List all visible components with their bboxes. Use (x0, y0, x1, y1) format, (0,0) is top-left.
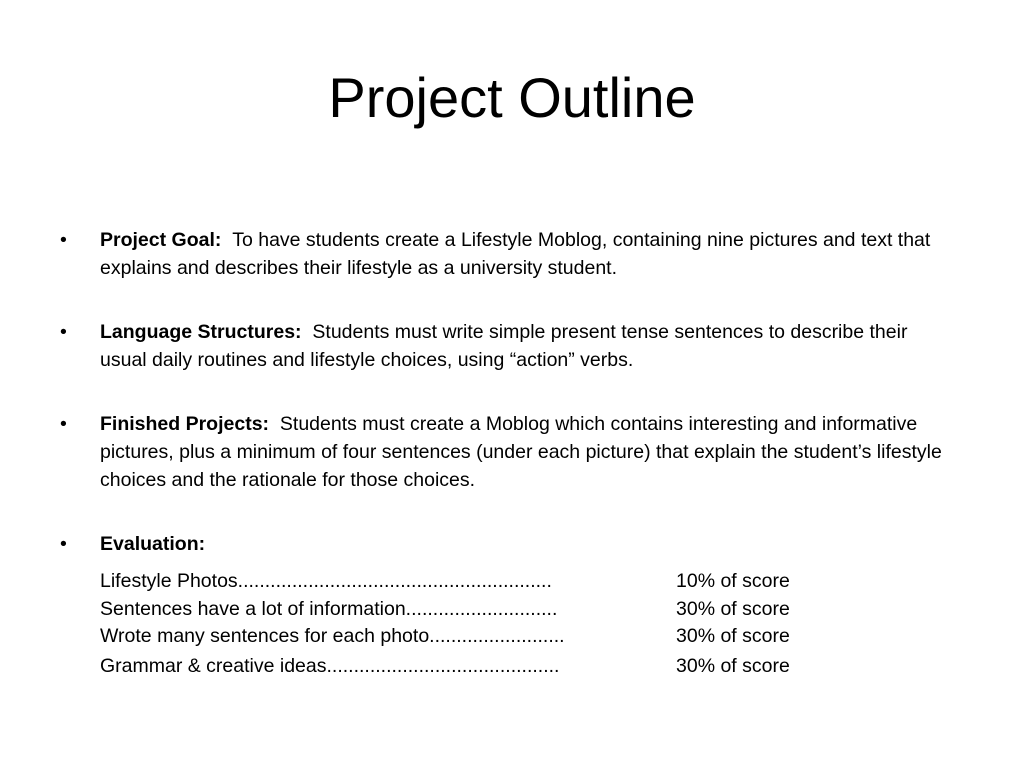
bullet-list (0, 226, 1024, 680)
bullet-evaluation (0, 530, 1024, 680)
evaluation-score: 30% of score (676, 654, 790, 677)
bullet-label: Finished Projects: (100, 413, 270, 435)
bullet-label: Language Structures: (100, 321, 302, 343)
evaluation-item: Lifestyle Photos.......................................................... (100, 570, 552, 592)
bullet-label: Evaluation: (100, 533, 206, 555)
evaluation-item: Grammar & creative ideas........................................... (100, 654, 560, 677)
evaluation-table (100, 568, 790, 680)
evaluation-row (100, 651, 790, 681)
evaluation-score: 10% of score (676, 570, 790, 592)
bullet-text: To have students create a Lifestyle Moblog, containing nine pictures and text that explains and describes their lifestyle as a university student. (100, 229, 931, 279)
bullet-icon: • (60, 533, 67, 555)
evaluation-row (100, 623, 790, 651)
bullet-icon: • (60, 321, 67, 343)
bullet-icon: • (60, 413, 67, 435)
evaluation-item: Sentences have a lot of information............................ (100, 597, 558, 620)
bullet-finished-projects (0, 410, 1024, 494)
bullet-language-structures (0, 318, 1024, 374)
bullet-label: Project Goal: (100, 229, 222, 251)
evaluation-row (100, 596, 790, 624)
evaluation-row (100, 568, 790, 596)
bullet-text: Students must create a Moblog which contains interesting and informative pictures, plus a minimum of four sentences (under each picture) that explain the student’s lifestyle choices and the rationale for those choices. (100, 413, 942, 491)
evaluation-item: Wrote many sentences for each photo......................... (100, 625, 565, 647)
bullet-text: Students must write simple present tense sentences to describe their usual daily routines and lifestyle choices, using “action” verbs. (100, 321, 908, 371)
bullet-project-goal (0, 226, 1024, 282)
evaluation-score: 30% of score (676, 625, 790, 647)
bullet-icon: • (60, 229, 67, 251)
slide-title: Project Outline (328, 66, 696, 129)
evaluation-score: 30% of score (676, 597, 790, 620)
